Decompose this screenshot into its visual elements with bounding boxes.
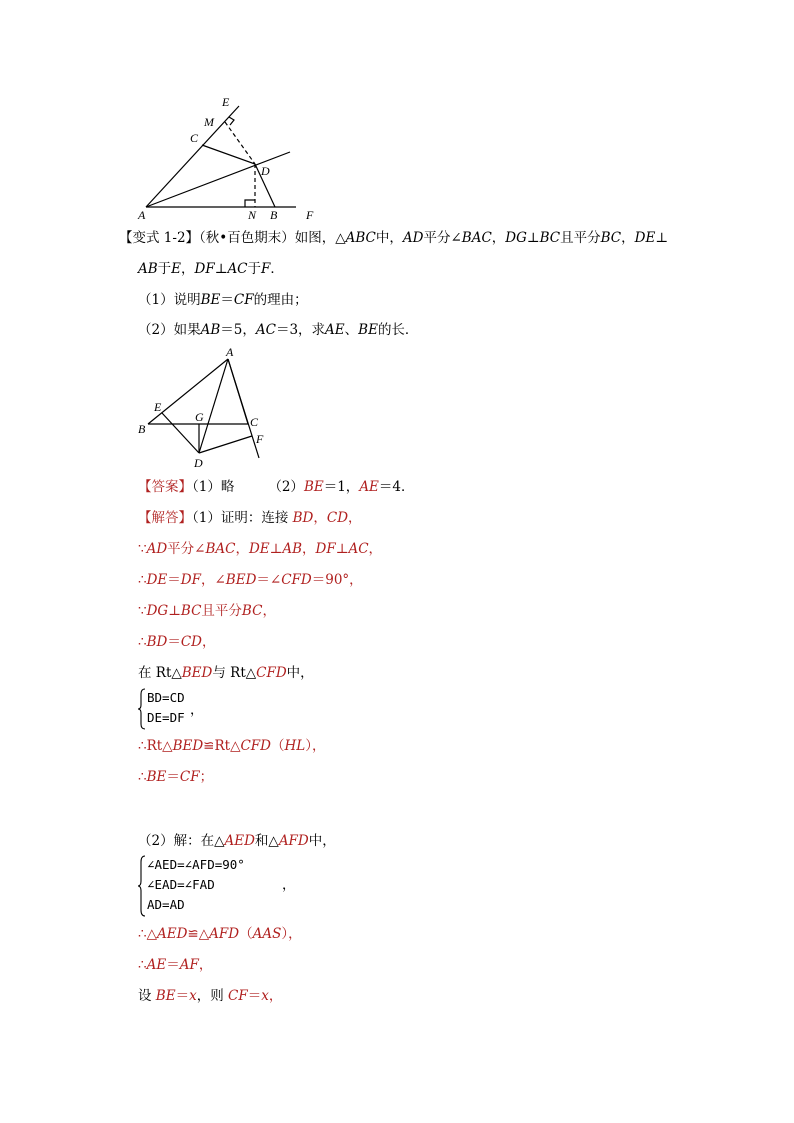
- fig2-label-a: A: [226, 345, 234, 359]
- solution-line-10: ∴△AED≌△AFD（AAS），: [138, 926, 302, 942]
- fig2-label-g: G: [195, 410, 204, 424]
- system-1-eq-1: BD=CD: [147, 690, 185, 705]
- solution-line-11: ∴AE＝AF，: [138, 957, 213, 973]
- solution-line-8: ∴BE＝CF；: [138, 769, 214, 785]
- fig1-label-b: B: [270, 208, 278, 222]
- system-1-comma: ，: [190, 702, 204, 718]
- solution-line-7: ∴Rt△BED≌Rt△CFD（HL），: [138, 738, 326, 754]
- solution-tag: 【解答】: [138, 510, 192, 526]
- fig1-label-e: E: [222, 95, 230, 109]
- answer-tag: 【答案】: [138, 479, 192, 495]
- problem-line-1: 【变式 1-2】（秋•百色期末）如图，△ABC中，AD平分∠BAC，DG⊥BC且平分BC，DE⊥: [119, 230, 669, 246]
- solution-line-6: 在 Rt△BED与 Rt△CFD中，: [138, 665, 314, 681]
- solution-line-1: 【解答】（1）证明：连接 BD，CD，: [138, 510, 362, 526]
- figure-1-diagram: [130, 92, 330, 224]
- problem-tag: 【变式 1-2】: [119, 230, 200, 246]
- fig2-label-f: F: [256, 432, 264, 446]
- solution-line-4: ∵DG⊥BC且平分BC，: [138, 603, 276, 619]
- solution-line-2: ∵AD平分∠BAC，DE⊥AB，DF⊥AC，: [138, 541, 383, 557]
- system-1-eq-2: DE=DF: [147, 710, 185, 725]
- brace-1: [137, 688, 147, 730]
- fig1-label-d: D: [261, 164, 270, 178]
- fig2-label-c: C: [250, 415, 259, 429]
- brace-2: [137, 855, 147, 917]
- fig2-label-d: D: [194, 456, 203, 470]
- fig1-label-a: A: [138, 208, 146, 222]
- fig2-label-b: B: [138, 422, 146, 436]
- fig1-label-m: M: [204, 115, 214, 129]
- system-2-eq-2: ∠EAD=∠FAD: [147, 877, 215, 892]
- figure-2-diagram: [132, 343, 277, 473]
- solution-line-12: 设 BE＝x，则 CF＝x，: [138, 988, 283, 1004]
- fig1-label-n: N: [248, 208, 257, 222]
- problem-line-2: AB于E，DF⊥AC于F．: [138, 261, 284, 277]
- solution-line-5: ∴BD＝CD，: [138, 634, 216, 650]
- problem-source: （秋•百色期末）: [199, 230, 295, 246]
- system-2-comma: ，: [282, 877, 296, 893]
- solution-line-9: （2）解：在△AED和△AFD中，: [138, 833, 336, 849]
- answer-line: 【答案】（1）略 （2）BE＝1，AE＝4．: [138, 479, 415, 495]
- system-2-eq-3: AD=AD: [147, 897, 185, 912]
- question-1: （1）说明BE＝CF的理由；: [138, 292, 308, 308]
- fig2-label-e: E: [154, 400, 162, 414]
- system-2-eq-1: ∠AED=∠AFD=90°: [147, 857, 245, 872]
- question-2: （2）如果AB＝5，AC＝3，求AE、BE的长．: [138, 322, 419, 338]
- fig1-label-c: C: [190, 131, 199, 145]
- fig1-label-f: F: [306, 208, 314, 222]
- solution-line-3: ∴DE＝DF，∠BED＝∠CFD＝90°，: [138, 572, 363, 588]
